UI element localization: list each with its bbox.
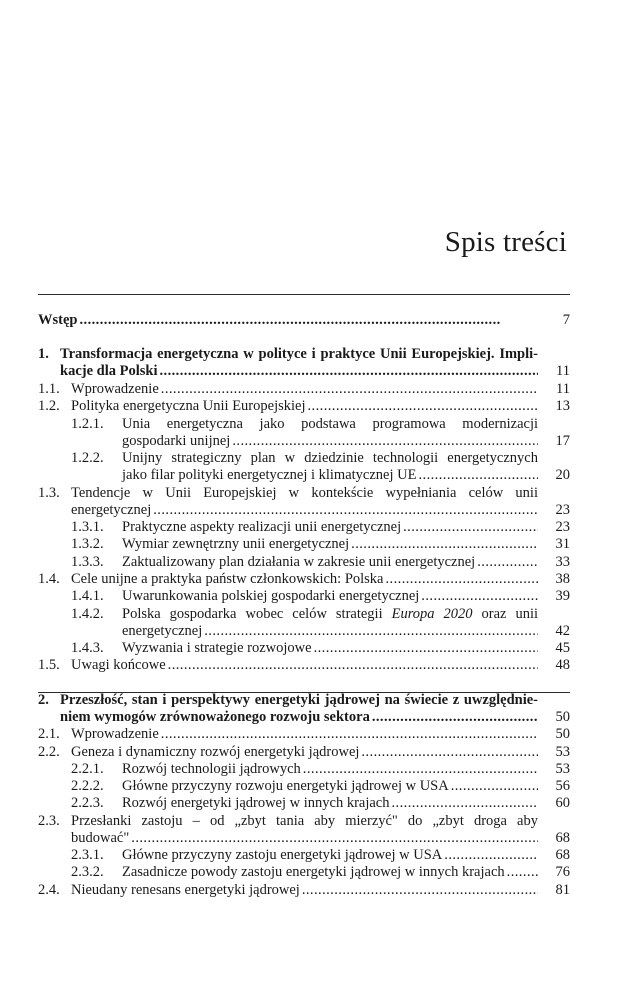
dot-leader xyxy=(77,312,538,329)
toc-entry-page: 76 xyxy=(555,864,570,880)
toc-entry-number: 2.4. xyxy=(38,882,60,898)
toc-entry-number: 1.2.1. xyxy=(71,416,104,432)
toc-entry-number: 1.3.3. xyxy=(71,554,104,570)
toc-entry-title: Uwarunkowania polskiej gospodarki energetycznej xyxy=(122,588,420,604)
toc-entry-title: Cele unijne a praktyka państw członkowskich: Polska xyxy=(71,571,384,587)
toc-entry-title: Wprowadzenie xyxy=(71,726,159,742)
dot-leader xyxy=(230,433,538,450)
toc-entry-page: 42 xyxy=(555,623,570,640)
dot-leader xyxy=(349,536,538,553)
toc-entry-title: Uwagi końcowe xyxy=(71,657,166,673)
dot-leader xyxy=(159,381,538,398)
dot-leader xyxy=(475,554,538,571)
dot-leader xyxy=(416,467,538,484)
toc-entry-title: Wstęp xyxy=(38,312,78,328)
toc-entry-page: 31 xyxy=(555,536,570,552)
dot-leader xyxy=(300,882,538,899)
toc-entry-title: Rozwój technologii jądrowych xyxy=(122,761,301,777)
toc-entry-number: 1.4.1. xyxy=(71,588,104,604)
toc-entry-number: 1.4. xyxy=(38,571,60,587)
toc-entry-number: 2.3.2. xyxy=(71,864,104,880)
toc-entry-page: 20 xyxy=(555,467,570,484)
dot-leader xyxy=(151,502,538,519)
toc-entry-title: Unijny strategiczny plan w dziedzinie technologii energetycznych xyxy=(122,450,538,466)
toc-entry-page: 53 xyxy=(555,744,570,760)
toc-entry-title: jako filar polityki energetycznej i klimatycznej UE xyxy=(122,467,417,484)
dot-leader xyxy=(157,363,538,380)
toc-entry-number: 1.4.2. xyxy=(71,606,104,622)
toc-entry-title: Wyzwania i strategie rozwojowe xyxy=(122,640,312,656)
top-divider xyxy=(38,294,570,295)
toc-entry-title: budować" xyxy=(71,830,130,847)
dot-leader xyxy=(359,744,538,761)
toc-entry-number: 1. xyxy=(38,346,49,362)
toc-entry-title: Główne przyczyny zastoju energetyki jądrowej w USA xyxy=(122,847,443,863)
toc-entry-number: 2.1. xyxy=(38,726,60,742)
toc-entry-page: 13 xyxy=(555,398,570,414)
dot-leader xyxy=(505,864,538,881)
toc-entry-number: 1.2. xyxy=(38,398,60,414)
toc-entry-page: 7 xyxy=(562,312,570,328)
toc-entry-title: energetycznej xyxy=(71,502,152,519)
toc-entry-title: Przesłanki zastoju – od „zbyt tania aby mierzyć" do „zbyt droga aby xyxy=(71,813,538,829)
dot-leader xyxy=(202,623,538,640)
toc-entry-number: 1.3.1. xyxy=(71,519,104,535)
toc-entry-page: 53 xyxy=(555,761,570,777)
toc-entry-page: 68 xyxy=(555,847,570,863)
dot-leader xyxy=(442,847,538,864)
dot-leader xyxy=(390,795,539,812)
toc-entry-title: Tendencje w Unii Europejskiej w kontekście wypełniania celów unii xyxy=(71,485,538,501)
toc-entry-number: 1.3. xyxy=(38,485,60,501)
toc-entry-title: Unia energetyczna jako podstawa programowa modernizacji xyxy=(122,416,538,432)
toc-entry-title: Polska gospodarka wobec celów strategii Europa 2020 oraz unii xyxy=(122,606,539,622)
toc-entry-title: Praktyczne aspekty realizacji unii energetycznej xyxy=(122,519,402,535)
toc-entry-title: Zasadnicze powody zastoju energetyki jądrowej w innych krajach xyxy=(122,864,505,880)
dot-leader xyxy=(159,726,538,743)
dot-leader xyxy=(306,398,539,415)
toc-entry-number: 2.2.3. xyxy=(71,795,104,811)
toc-entry-number: 2. xyxy=(38,692,49,708)
toc-entry-title: Przeszłość, stan i perspektywy energetyki jądrowej na świecie z uwzględnie- xyxy=(60,692,538,708)
page-title: Spis treści xyxy=(444,226,567,258)
dot-leader xyxy=(312,640,538,657)
toc-entry-title: Główne przyczyny rozwoju energetyki jądrowej w USA xyxy=(122,778,449,794)
toc-entry-title: Geneza i dynamiczny rozwój energetyki jądrowej xyxy=(71,744,360,760)
toc-entry-number: 1.2.2. xyxy=(71,450,104,466)
toc-entry-page: 39 xyxy=(555,588,570,604)
toc-entry-page: 11 xyxy=(556,381,570,397)
toc-entry-title: Transformacja energetyczna w polityce i praktyce Unii Europejskiej. Impli- xyxy=(60,346,538,362)
toc-entry-page: 60 xyxy=(555,795,570,811)
toc-entry-page: 50 xyxy=(555,726,570,742)
toc-entry-page: 38 xyxy=(555,571,570,587)
dot-leader xyxy=(370,709,538,726)
toc-entry-title: Wprowadzenie xyxy=(71,381,159,397)
toc-entry-title: kacje dla Polski xyxy=(60,363,158,380)
dot-leader xyxy=(449,778,538,795)
toc-entry-page: 48 xyxy=(555,657,570,673)
toc-entry-number: 1.1. xyxy=(38,381,60,397)
toc-entry-number: 2.2. xyxy=(38,744,60,760)
toc-entry-number: 2.3.1. xyxy=(71,847,104,863)
toc-entry-number: 1.4.3. xyxy=(71,640,104,656)
toc-entry-page: 56 xyxy=(555,778,570,794)
toc-entry-number: 2.3. xyxy=(38,813,60,829)
toc-entry-page: 23 xyxy=(555,502,570,519)
toc-entry-title: energetycznej xyxy=(122,623,203,640)
toc-entry-page: 33 xyxy=(555,554,570,570)
toc-entry-title: niem wymogów zrównoważonego rozwoju sektora xyxy=(60,709,370,726)
toc-entry-title: Nieudany renesans energetyki jądrowej xyxy=(71,882,300,898)
dot-leader xyxy=(129,830,538,847)
toc-entry-number: 2.2.1. xyxy=(71,761,104,777)
dot-leader xyxy=(419,588,538,605)
dot-leader xyxy=(301,761,538,778)
toc-entry-title: Wymiar zewnętrzny unii energetycznej xyxy=(122,536,350,552)
toc-entry-title: gospodarki unijnej xyxy=(122,433,231,450)
toc-entry-title: Zaktualizowany plan działania w zakresie unii energetycznej xyxy=(122,554,476,570)
toc-entry-page: 81 xyxy=(555,882,570,898)
toc-entry-page: 68 xyxy=(555,830,570,847)
toc-entry-page: 45 xyxy=(555,640,570,656)
toc-entry-number: 1.5. xyxy=(38,657,60,673)
toc-entry-title: Polityka energetyczna Unii Europejskiej xyxy=(71,398,306,414)
dot-leader xyxy=(401,519,538,536)
toc-entry-number: 1.3.2. xyxy=(71,536,104,552)
toc-entry-page: 17 xyxy=(555,433,570,450)
toc-entry-page: 11 xyxy=(556,363,570,380)
toc-entry-title: Rozwój energetyki jądrowej w innych krajach xyxy=(122,795,390,811)
toc-entry-number: 2.2.2. xyxy=(71,778,104,794)
dot-leader xyxy=(166,657,538,674)
toc-entry-page: 23 xyxy=(555,519,570,535)
dot-leader xyxy=(384,571,539,588)
toc-entry-page: 50 xyxy=(555,709,570,726)
